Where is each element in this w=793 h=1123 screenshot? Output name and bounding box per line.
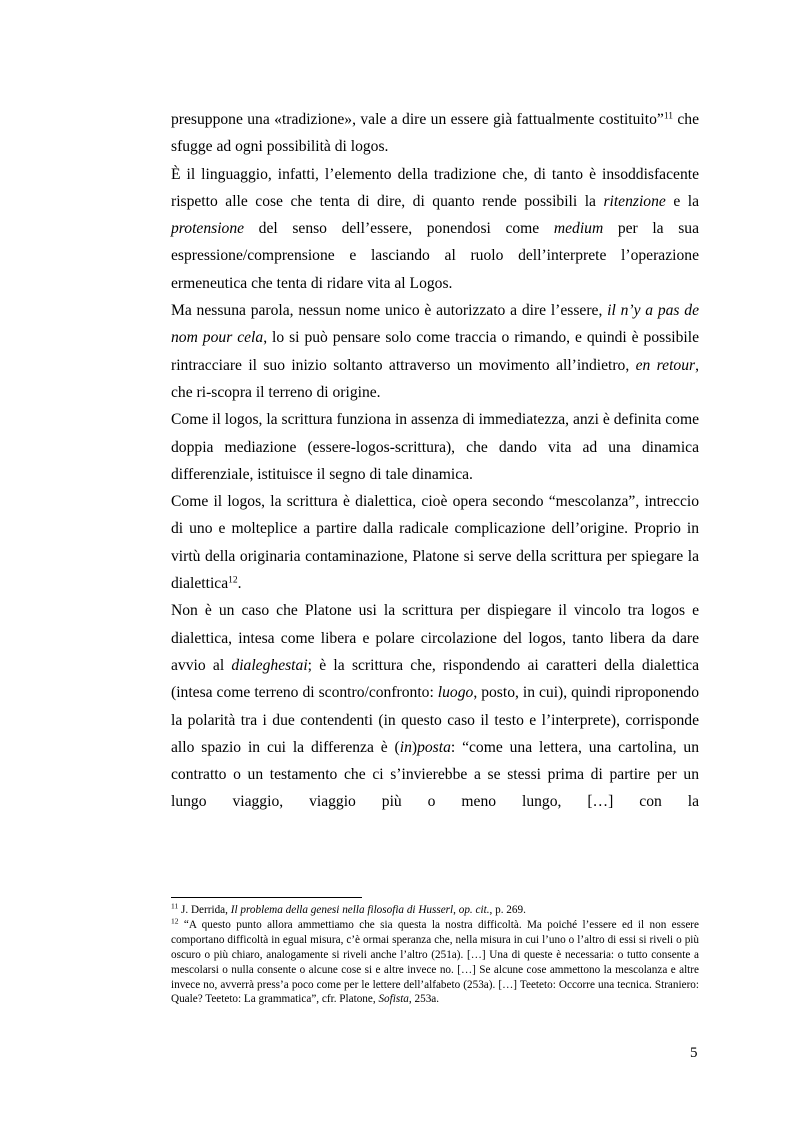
footnote-ref-11[interactable]: 11 [663, 111, 673, 122]
paragraph-3: Ma nessuna parola, nessun nome unico è autorizzato a dire l’essere, il n’y a pas de nom pour cela, lo si può pensare solo come traccia o rimando, e quindi è possibile rintracciare il suo inizio soltanto attraverso un movimento all’indietro, en retour, che ri-scopra il terreno di origine. [171, 302, 699, 401]
footnote-ref-12[interactable]: 12 [228, 575, 238, 586]
footnotes [171, 903, 699, 1007]
page-number: 5 [690, 1045, 698, 1061]
main-text [171, 106, 699, 816]
footnote-12: $^{12}$ “A questo punto allora ammettiamo che sia questa la nostra difficoltà. Ma poiché l’essere ed il non essere comportano difficoltà in egual misura, c’è ormai speranza che, nella misura in cui l’uno o l’altro di essi si riveli o più oscuro o più chiaro, analogamente si riveli anche l’altro (251a). […] Una di queste è necessaria: o tutto consente a mescolarsi o nulla consente o alcune cose si e altre invece no. […] Se alcune cose ammettono la mescolanza e altre invece no, avverrà press’a poco come per le lettere dell’alfabeto (253a). […] Teeteto: Occorre una tecnica. Straniero: Quale? Teeteto: La grammatica”, cfr. Platone, Sofista, 253a. [171, 916, 699, 1006]
paragraph-5: Come il logos, la scrittura è dialettica, cioè opera secondo “mescolanza”, intreccio di uno e molteplice a partire dalla radicale complicazione dell’origine. Proprio in virtù della originaria contaminazione, Platone si serve della scrittura per spiegare la dialettica$^{12}$. [171, 493, 699, 593]
paragraph-2: È il linguaggio, infatti, l’elemento della tradizione che, di tanto è insoddisfacente rispetto alle cose che tenta di dire, di quanto rende possibili la ritenzione e la protensione del senso dell’essere, ponendosi come medium per la sua espressione/comprensione e lasciando al ruolo dell’interprete l’operazione ermeneutica che tenta di ridare vita al Logos. [171, 165, 699, 292]
paragraph-4: Come il logos, la scrittura funziona in assenza di immediatezza, anzi è definita come doppia mediazione (essere-logos-scrittura), che dando vita ad una dinamica differenziale, istituisce il segno di tale dinamica. [171, 411, 699, 483]
footnote-divider [171, 897, 362, 898]
footnote-11: $^{11}$ J. Derrida, Il problema della genesi nella filosofia di Husserl, op. cit., p. 269. [171, 901, 526, 916]
paragraph-1: presuppone una «tradizione», vale a dire un essere già fattualmente costituito”$^{11}$ che sfugge ad ogni possibilità di logos. [171, 111, 699, 156]
paragraph-6: Non è un caso che Platone usi la scrittura per dispiegare il vincolo tra logos e dialettica, intesa come libera e polare circolazione del logos, tanto libera da dare avvio al dialeghestai; è la scrittura che, rispondendo ai caratteri della dialettica (intesa come terreno di scontro/confronto: luogo, posto, in cui), quindi riproponendo la polarità tra i due contendenti (in questo caso il testo e l’interprete), corrisponde allo spazio in cui la differenza è (in)posta: “come una lettera, una cartolina, un contratto o un testamento che ci s’invierebbe a se stessi prima di partire per un lungo viaggio, viaggio più o meno lungo, […] con la [171, 602, 700, 811]
